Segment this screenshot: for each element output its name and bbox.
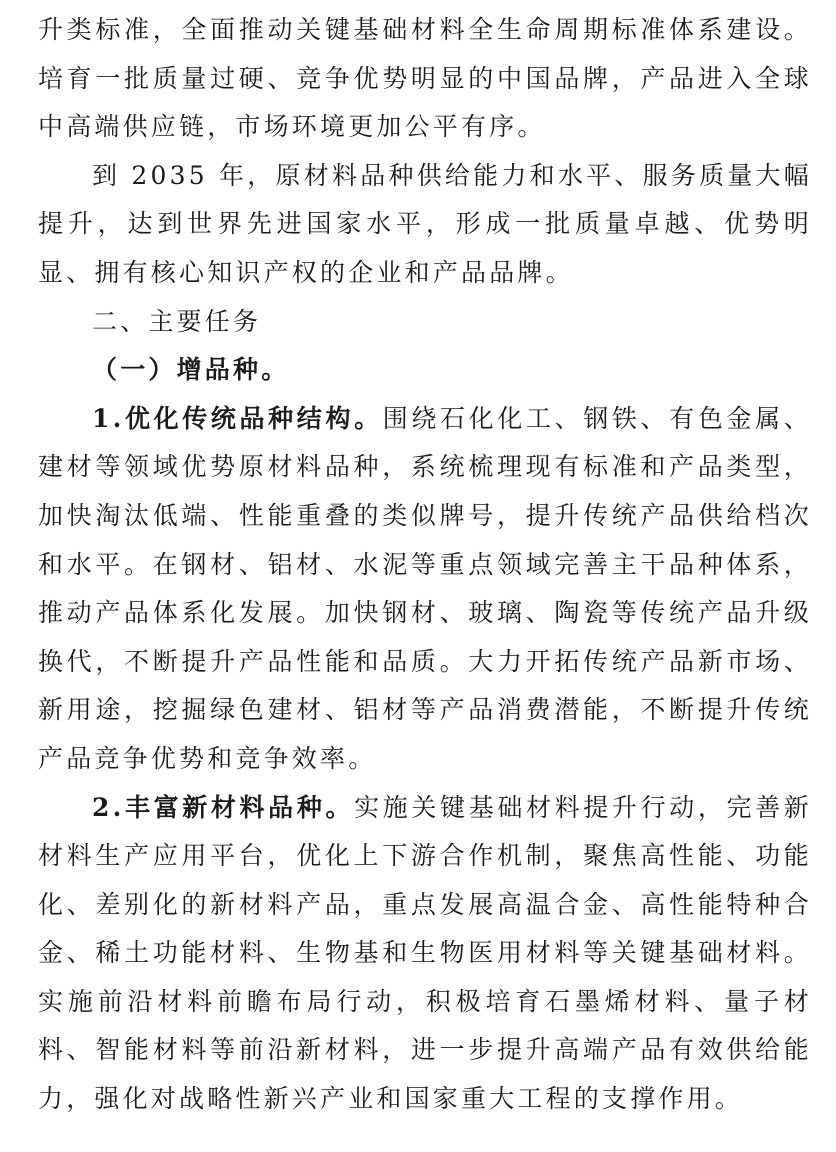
item-2-lead: 2.丰富新材料品种。 — [92, 792, 355, 822]
section-heading: 二、主要任务 — [92, 306, 262, 336]
item-1-paragraph — [38, 395, 812, 784]
paragraph-2035-goal: 到 2035 年，原材料品种供给能力和水平、服务质量大幅提升，达到世界先进国家水平，形成一批质量卓越、优势明显、拥有核心知识产权的企业和产品品牌。 — [38, 160, 812, 287]
item-1-body: 围绕石化化工、钢铁、有色金属、建材等领域优势原材料品种，系统梳理现有标准和产品类型，加快淘汰低端、性能重叠的类似牌号，提升传统产品供给档次和水平。在钢材、铝材、水泥等重点领域完善主干品种体系，推动产品体系化发展。加快钢材、玻璃、陶瓷等传统产品升级换代，不断提升产品性能和品质。大力开拓传统产品新市场、新用途，挖掘绿色建材、铝材等产品消费潜能，不断提升传统产品竞争优势和竞争效率。 — [38, 403, 812, 773]
document-page — [38, 6, 812, 1124]
item-2-paragraph — [38, 784, 812, 1124]
subsection-heading: （一）增品种。 — [92, 355, 290, 385]
paragraph-continued: 升类标准，全面推动关键基础材料全生命周期标准体系建设。培育一批质量过硬、竞争优势明显的中国品牌，产品进入全球中高端供应链，市场环境更加公平有序。 — [38, 15, 812, 142]
item-1-lead: 1.优化传统品种结构。 — [92, 403, 383, 433]
item-2-body: 实施关键基础材料提升行动，完善新材料生产应用平台，优化上下游合作机制，聚焦高性能、功能化、差别化的新材料产品，重点发展高温合金、高性能特种合金、稀土功能材料、生物基和生物医用材料等关键基础材料。实施前沿材料前瞻布局行动，积极培育石墨烯材料、量子材料、智能材料等前沿新材料，进一步提升高端产品有效供给能力，强化对战略性新兴产业和国家重大工程的支撑作用。 — [38, 792, 812, 1114]
